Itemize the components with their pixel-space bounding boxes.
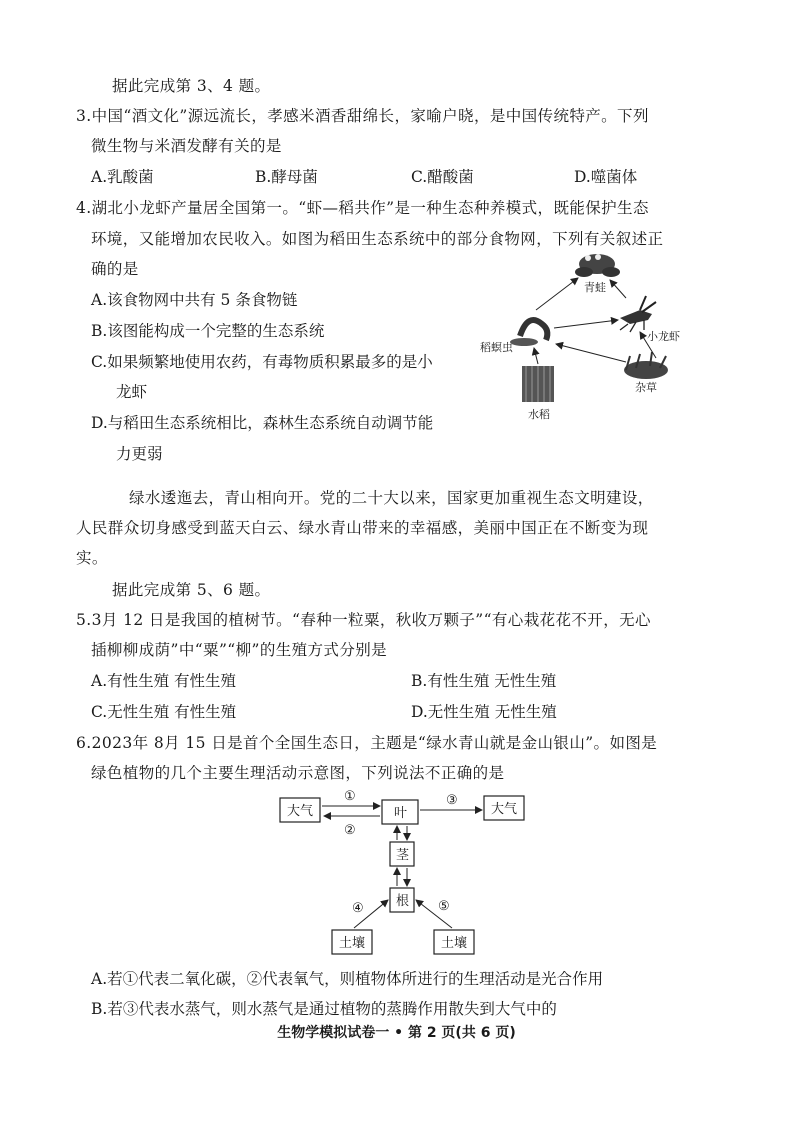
q5-option-c: C.无性生殖 有性生殖: [91, 703, 237, 721]
plant-activity-diagram: [270, 784, 540, 960]
insect-picture: [510, 320, 547, 346]
q6-stem-line1: 6.2023年 8月 15 日是首个全国生态日，主题是“绿水青山就是金山银山”。如图是: [76, 734, 658, 752]
root-label: 根: [396, 894, 410, 909]
q5-option-d: D.无性生殖 无性生殖: [411, 703, 557, 721]
label-4: ④: [352, 901, 364, 916]
arrow-crayfish-to-frog: [610, 280, 626, 298]
q6-stem-line2: 绿色植物的几个主要生理活动示意图，下列说法不正确的是: [91, 764, 505, 782]
atmosphere-left-label: 大气: [287, 804, 314, 819]
q4-option-c-line2: 龙虾: [116, 383, 148, 401]
q3-option-d: D.噬菌体: [574, 168, 638, 186]
crayfish-picture: [620, 296, 656, 332]
weeds-label: 杂草: [635, 381, 657, 394]
q3-option-c: C.醋酸菌: [411, 168, 474, 186]
arrow-insect-to-crayfish: [554, 320, 618, 328]
q4-option-a: A.该食物网中共有 5 条食物链: [91, 291, 298, 309]
insect-label: 稻螟虫: [480, 341, 513, 354]
arrow-rice-to-insect: [534, 348, 538, 364]
q3-option-a: A.乳酸菌: [91, 168, 154, 186]
passage-line3: 实。: [76, 549, 108, 567]
q6-option-a: A.若①代表二氧化碳，②代表氧气，则植物体所进行的生理活动是光合作用: [91, 970, 604, 988]
leaf-label: 叶: [394, 806, 408, 821]
label-2: ②: [344, 823, 356, 838]
q3-stem-line2: 微生物与米酒发酵有关的是: [91, 137, 282, 155]
q5-stem-line1: 5.3月 12 日是我国的植树节。“春种一粒粟，秋收万颗子”“有心栽花花不开，无心: [76, 611, 651, 629]
passage-line1: 绿水逶迤去，青山相向开。党的二十大以来，国家更加重视生态文明建设，: [129, 489, 654, 507]
q4-option-d-line2: 力更弱: [116, 445, 163, 463]
q5-option-a: A.有性生殖 有性生殖: [91, 672, 237, 690]
rice-picture: [522, 366, 554, 402]
instruction-q5-q6: 据此完成第 5、6 题。: [112, 581, 271, 599]
plant-diagram-svg: [270, 784, 540, 960]
rice-label: 水稻: [528, 408, 550, 421]
soil-right-label: 土壤: [441, 936, 468, 951]
q5-stem-line2: 插柳柳成荫”中“粟”“柳”的生殖方式分别是: [91, 641, 388, 659]
arrow-weeds-to-insect: [556, 344, 626, 362]
q4-stem-line2: 环境，又能增加农民收入。如图为稻田生态系统中的部分食物网，下列有关叙述正: [91, 230, 664, 248]
atmosphere-right-label: 大气: [491, 802, 518, 817]
crayfish-label: 小龙虾: [647, 330, 680, 343]
q4-option-c-line1: C.如果频繁地使用农药，有毒物质积累最多的是小: [91, 353, 433, 371]
instruction-q3-q4: 据此完成第 3、4 题。: [112, 77, 271, 95]
food-web-figure: [480, 248, 732, 440]
label-1: ①: [344, 789, 356, 804]
frog-picture: [575, 254, 620, 277]
q3-stem-line1: 3.中国“酒文化”源远流长，孝感米酒香甜绵长，家喻户晓，是中国传统特产。下列: [76, 107, 649, 125]
label-3: ③: [446, 793, 458, 808]
weeds-picture: [624, 352, 668, 379]
food-web-svg: [480, 248, 732, 440]
stem-label: 茎: [396, 848, 410, 863]
arrow-insect-to-frog: [536, 278, 578, 310]
label-5: ⑤: [438, 899, 450, 914]
q5-option-b: B.有性生殖 无性生殖: [411, 672, 557, 690]
q6-option-b: B.若③代表水蒸气，则水蒸气是通过植物的蒸腾作用散失到大气中的: [91, 1000, 557, 1018]
passage-line2: 人民群众切身感受到蓝天白云、绿水青山带来的幸福感，美丽中国正在不断变为现: [76, 519, 649, 537]
q4-stem-line3: 确的是: [91, 260, 139, 278]
q4-option-b: B.该图能构成一个完整的生态系统: [91, 322, 325, 340]
q3-option-b: B.酵母菌: [255, 168, 318, 186]
soil-left-label: 土壤: [339, 936, 366, 951]
frog-label: 青蛙: [584, 281, 606, 294]
q4-option-d-line1: D.与稻田生态系统相比，森林生态系统自动调节能: [91, 414, 434, 432]
q4-stem-line1: 4.湖北小龙虾产量居全国第一。“虾—稻共作”是一种生态种养模式，既能保护生态: [76, 199, 649, 217]
page-footer: 生物学模拟试卷一 • 第 2 页(共 6 页): [277, 1025, 516, 1041]
